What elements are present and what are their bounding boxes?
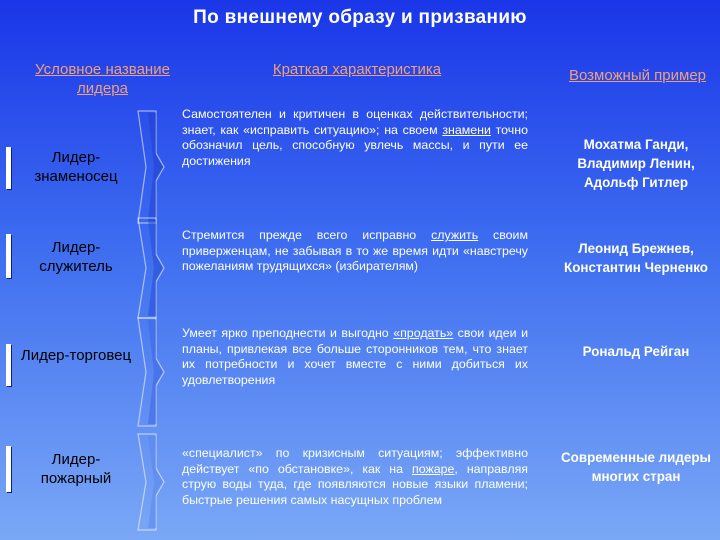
- row-marker-bar: [6, 344, 11, 386]
- leader-type-name: Лидер-знаменосец: [34, 149, 118, 185]
- description-text: точно обозначил цель, способную увлечь массы, и пути ее достижения: [182, 122, 528, 168]
- chevron-right-icon: [136, 109, 166, 225]
- header-short-description: Краткая характеристика: [272, 61, 442, 78]
- leader-example: Леонид Брежнев, Константин Черненко: [564, 241, 708, 275]
- underlined-keyword: знамени: [442, 122, 491, 137]
- leader-type-name: Лидер-служитель: [39, 239, 113, 275]
- leader-type-name: Лидер-пожарный: [40, 451, 112, 487]
- row-marker-bar: [6, 147, 11, 189]
- description-text: Умеет ярко преподнести и выгодно: [182, 326, 394, 340]
- leader-type-name: Лидер-торговец: [20, 347, 132, 364]
- leader-description: [182, 107, 528, 169]
- underlined-keyword: «продать»: [393, 326, 454, 340]
- row-marker-bar: [6, 446, 11, 492]
- leader-example: Современные лидеры многих стран: [561, 450, 711, 484]
- header-possible-example: Возможный пример: [568, 67, 707, 84]
- leader-example: Мохатма Ганди, Владимир Ленин, Адольф Гитлер: [577, 137, 695, 190]
- chevron-right-icon: [136, 316, 166, 428]
- description-text: Самостоятелен и критичен в оценках действительности; знает, как «исправить ситуацию»; на своем: [182, 107, 528, 137]
- description-text: свои идеи и планы, привлекая все больше сторонников тем, что знает их потребности и хочет вместе с ними добиться их удовлетворения: [182, 326, 528, 387]
- leader-description: [182, 326, 528, 388]
- page-title: По внешнему образу и призванию: [193, 7, 527, 28]
- description-text: направляя струю воды туда, где появляются новые языки пламени; быстрые решения самых насущных проблем: [182, 461, 528, 507]
- leader-description: [182, 228, 528, 275]
- underlined-keyword: служить: [431, 228, 479, 242]
- row-marker-bar: [6, 234, 11, 278]
- chevron-right-icon: [136, 216, 166, 320]
- description-text: своим приверженцам, не забывая в то же время идти «навстречу пожеланиям трудящихся» (избирателям): [182, 228, 528, 274]
- description-text: «специалист» по кризисным ситуациям; эффективно действует «по обстановке», как на: [182, 446, 528, 476]
- header-leader-name: Условное название лидера: [35, 61, 170, 97]
- leader-example: Рональд Рейган: [582, 344, 690, 359]
- description-text: Стремится прежде всего исправно: [182, 228, 432, 242]
- underlined-keyword: пожаре,: [412, 461, 458, 476]
- chevron-right-icon: [136, 432, 166, 532]
- leader-description: [182, 446, 528, 508]
